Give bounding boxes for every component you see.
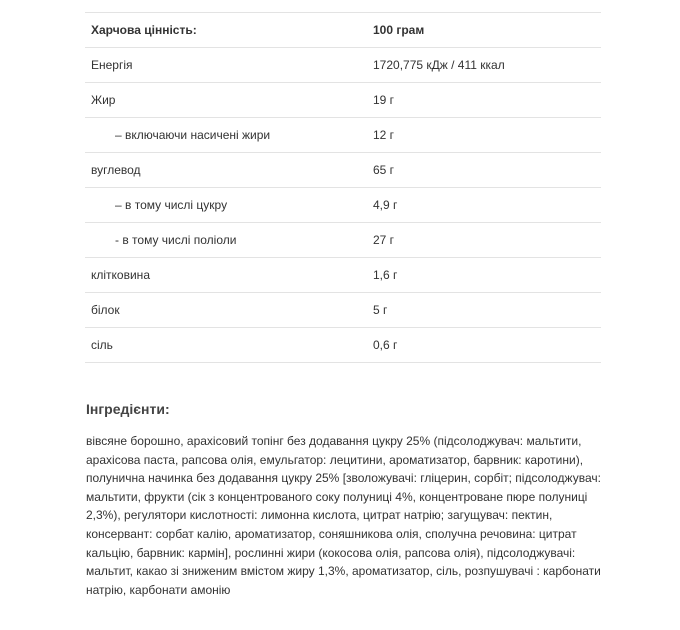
nutrient-name: білок — [85, 293, 373, 328]
nutrient-value: 0,6 г — [373, 328, 601, 363]
nutrient-value: 65 г — [373, 153, 601, 188]
nutrition-header-name: Харчова цінність: — [85, 13, 373, 48]
nutrition-row-carbohydrate — [85, 153, 601, 188]
nutrition-row-fibre — [85, 258, 601, 293]
nutrient-name: клітковина — [85, 258, 373, 293]
nutrition-row-energy — [85, 48, 601, 83]
nutrition-row-sugars — [85, 188, 601, 223]
nutrient-name: - в тому числі поліоли — [85, 223, 373, 258]
nutrient-value: 19 г — [373, 83, 601, 118]
nutrient-value: 12 г — [373, 118, 601, 153]
nutrition-row-fat — [85, 83, 601, 118]
nutrient-name: вуглевод — [85, 153, 373, 188]
nutrition-header-row — [85, 13, 601, 48]
nutrient-value: 1720,775 кДж / 411 ккал — [373, 48, 601, 83]
nutrition-row-salt — [85, 328, 601, 363]
nutrient-value: 4,9 г — [373, 188, 601, 223]
nutrient-name: Жир — [85, 83, 373, 118]
nutrition-header-value: 100 грам — [373, 13, 601, 48]
nutrient-name: – в тому числі цукру — [85, 188, 373, 223]
nutrient-value: 1,6 г — [373, 258, 601, 293]
nutrient-value: 27 г — [373, 223, 601, 258]
ingredients-text: вівсяне борошно, арахісовий топінг без додавання цукру 25% (підсолоджувач: мальтити, арахісова паста, рапсова олія, емульгатор: лецитини, ароматизатор, барвник: каротини), полунична начинка без додавання цукру 25% [зволожувачі: гліцерин, сорбіт; підсолоджувач: мальтити, фрукти (сік з концентрованого соку полуниці 4%, концентроване пюре полуниці 2,3%), регулятори кислотності: лимонна кислота, цитрат натрію; загущувач: пектин, консервант: сорбат калію, ароматизатор, соняшникова олія, сполучна речовина: цитрат кальцію, барвник: кармін], рослинні жири (кокосова олія, рапсова олія), підсолоджувачі: мальтит, какао зі зниженим вмістом жиру 1,3%, ароматизатор, сіль, розпушувачі : карбонати натрію, карбонати амонію — [86, 434, 601, 597]
nutrition-row-polyols — [85, 223, 601, 258]
nutrient-name: – включаючи насичені жири — [85, 118, 373, 153]
nutrition-row-saturated-fat — [85, 118, 601, 153]
nutrient-value: 5 г — [373, 293, 601, 328]
nutrient-name: Енергія — [85, 48, 373, 83]
nutrition-table — [85, 12, 601, 363]
nutrition-row-protein — [85, 293, 601, 328]
nutrient-name: сіль — [85, 328, 373, 363]
ingredients-title: Інгредієнти: — [86, 401, 170, 417]
